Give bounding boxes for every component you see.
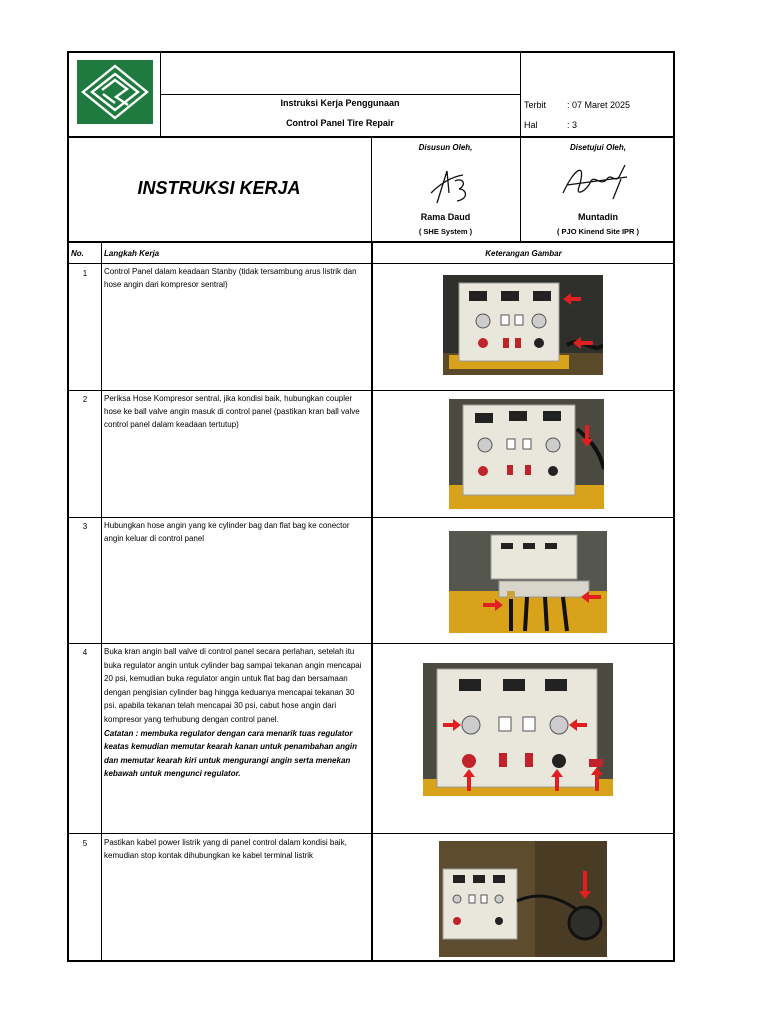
- disetujui-name: Muntadin: [578, 212, 618, 222]
- row-5-text: Pastikan kabel power listrik yang di panel control dalam kondisi baik, kemudian stop kontak dihubungkan ke kabel terminal listrik: [104, 838, 347, 860]
- col-header-keterangan: Keterangan Gambar: [485, 249, 562, 258]
- row-3-text: Hubungkan hose angin yang ke cylinder bag dan flat bag ke conector angin keluar di control panel: [104, 521, 350, 543]
- disusun-role: ( SHE System ): [418, 227, 473, 236]
- row-4-main: Buka kran angin ball valve di control panel secara perlahan, setelah itu buka regulator angin untuk cylinder bag sampai tekanan angin mencapai 20 psi, kemudian buka regulator angin untuk flat bag dan bersamaan dengan pengisian cylinder bag hingga keduanya mencapai tekanan 30 psi. apabila tekanan telah mencapai 30 psi, cabut hose angin dari kompresor yang terhubung dengan control panel.: [104, 647, 362, 724]
- signature-muntadin: [557, 157, 633, 203]
- document-sheet: [67, 51, 675, 962]
- photo-step-3: [449, 531, 607, 633]
- terbit-label: Terbit: [524, 100, 547, 110]
- row-5-no: 5: [82, 839, 88, 848]
- row-4-note: Catatan : membuka regulator dengan cara menarik tuas regulator keatas kemudian memutar kearah kanan untuk penambahan angin dan memutar kearah kiri untuk mengurangi angin serta menekan kebawah untuk mengunci regulator.: [104, 728, 357, 779]
- row-4-text: [104, 645, 368, 781]
- row-3-no: 3: [82, 522, 88, 531]
- disetujui-role: ( PJO Kinend Site IPR ): [556, 227, 640, 236]
- col-header-no: No.: [71, 249, 84, 258]
- disusun-label: Disusun Oleh,: [418, 143, 473, 152]
- signature-rama-daud: [419, 163, 479, 207]
- photo-step-4: [423, 663, 613, 796]
- row-1-text: Control Panel dalam keadaan Stanby (tidak tersambung arus listrik dan hose angin dari kompresor sentral): [104, 267, 357, 289]
- disusun-name: Rama Daud: [420, 212, 471, 222]
- big-title: INSTRUKSI KERJA: [137, 178, 301, 198]
- doc-title-line2: Control Panel Tire Repair: [286, 118, 394, 128]
- doc-title-line1: Instruksi Kerja Penggunaan: [280, 98, 400, 108]
- company-logo: [77, 60, 153, 124]
- row-1-no: 1: [82, 269, 88, 278]
- row-4-no: 4: [82, 648, 88, 657]
- col-header-langkah: Langkah Kerja: [104, 249, 160, 258]
- disetujui-label: Disetujui Oleh,: [569, 143, 626, 152]
- hal-label: Hal: [524, 120, 538, 130]
- row-2-no: 2: [82, 395, 88, 404]
- photo-step-1: [443, 275, 603, 375]
- hal-value: : 3: [567, 120, 578, 130]
- photo-step-2: [449, 399, 604, 509]
- row-2-text: Periksa Hose Kompresor sentral, jika kondisi baik, hubungkan coupler hose ke ball valve angin masuk di control panel (pastikan kran ball valve control panel dalam keadaan tertutup): [104, 394, 360, 429]
- photo-step-5: [439, 841, 607, 957]
- terbit-value: : 07 Maret 2025: [567, 100, 631, 110]
